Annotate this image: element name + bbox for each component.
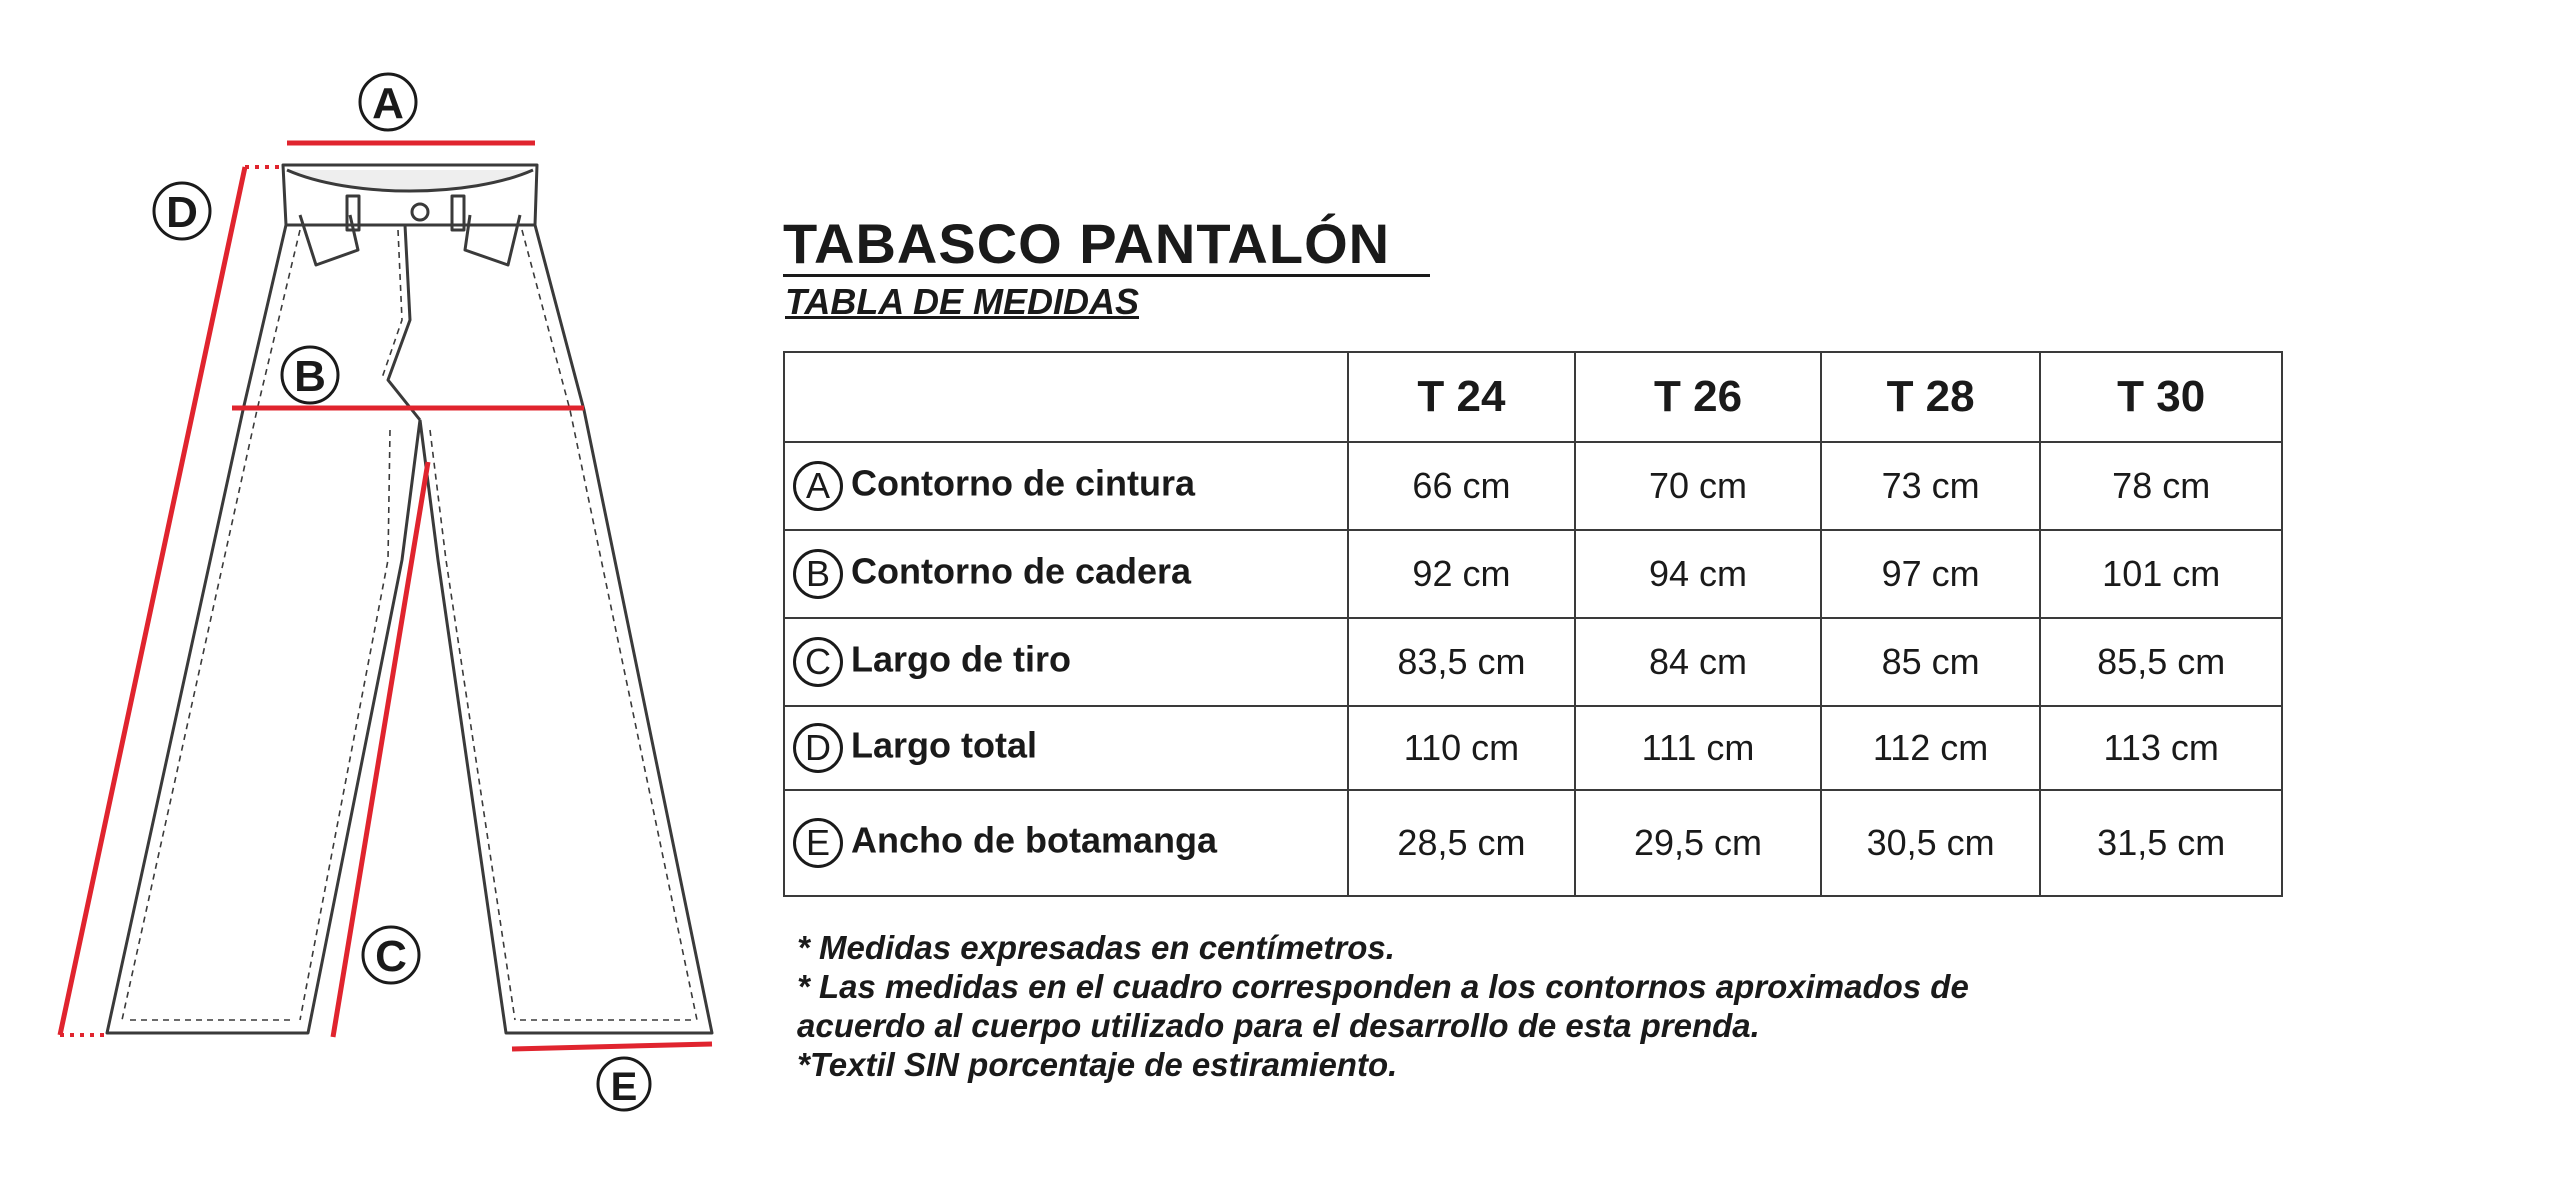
button-icon [412,204,428,220]
table-cell: 85 cm [1821,618,2041,706]
table-cell: 30,5 cm [1821,790,2041,896]
row-label [784,706,1348,790]
table-row [784,790,2282,896]
left-pocket [300,215,358,265]
table-cell: 94 cm [1575,530,1821,618]
row-label-text: Contorno de cintura [851,462,1195,504]
row-label-text: Largo de tiro [851,638,1072,680]
table-cell: 97 cm [1821,530,2041,618]
measure-e-line [512,1044,712,1049]
row-label-text: Contorno de cadera [851,550,1192,592]
row-letter-badge: C [793,637,843,687]
table-cell: 70 cm [1575,442,1821,530]
header-empty-cell [784,352,1348,442]
notes [797,928,1997,1084]
note-line: * Las medidas en el cuadro corresponden a los contornos aproximados de acuerdo al cuerpo utilizado para el desarrollo de esta prenda. [797,968,1969,1044]
label-b-badge [282,347,338,403]
row-letter-badge: D [793,723,843,773]
label-c-badge [363,927,419,983]
row-label-text: Ancho de botamanga [851,819,1218,861]
label-a-badge [360,74,416,130]
table-cell: 73 cm [1821,442,2041,530]
table-cell: 28,5 cm [1348,790,1576,896]
table-row [784,706,2282,790]
note-line: *Textil SIN porcentaje de estiramiento. [797,1046,1398,1083]
table-cell: 84 cm [1575,618,1821,706]
row-letter-badge: B [793,549,843,599]
table-cell: 31,5 cm [2040,790,2282,896]
table-cell: 101 cm [2040,530,2282,618]
row-letter-badge: E [793,818,843,868]
size-table [783,351,2283,897]
header-size: T 24 [1348,352,1576,442]
table-row [784,442,2282,530]
table-cell: 113 cm [2040,706,2282,790]
left-leg-outline [107,225,420,1033]
table-cell: 110 cm [1348,706,1576,790]
header-size: T 26 [1575,352,1821,442]
table-cell: 85,5 cm [2040,618,2282,706]
table-header-row [784,352,2282,442]
label-d-badge [154,183,210,239]
label-e-badge [598,1058,650,1110]
label-a: A [372,79,404,128]
table-cell: 78 cm [2040,442,2282,530]
page-title: TABASCO PANTALÓN [783,214,1430,277]
table-cell: 111 cm [1575,706,1821,790]
table-cell: 92 cm [1348,530,1576,618]
row-label [784,530,1348,618]
row-label [784,442,1348,530]
row-label-text: Largo total [851,724,1037,766]
waistband-top-shape [287,170,533,191]
measure-d-line [60,167,245,1035]
table-cell: 29,5 cm [1575,790,1821,896]
table-row [784,618,2282,706]
pants-diagram [0,0,760,1177]
row-label [784,618,1348,706]
label-c: C [375,932,407,981]
fly-outline [388,225,420,420]
label-d: D [166,188,198,237]
page-subtitle: TABLA DE MEDIDAS [785,281,1139,322]
note-line: * Medidas expresadas en centímetros. [797,929,1395,966]
label-b: B [294,352,326,401]
table-cell: 83,5 cm [1348,618,1576,706]
table-cell: 112 cm [1821,706,2041,790]
table-cell: 66 cm [1348,442,1576,530]
label-e: E [610,1065,638,1109]
row-letter-badge: A [793,461,843,511]
header-size: T 28 [1821,352,2041,442]
right-leg-outline [420,225,712,1033]
right-pocket [465,215,520,265]
table-row [784,530,2282,618]
header-size: T 30 [2040,352,2282,442]
row-label [784,790,1348,896]
